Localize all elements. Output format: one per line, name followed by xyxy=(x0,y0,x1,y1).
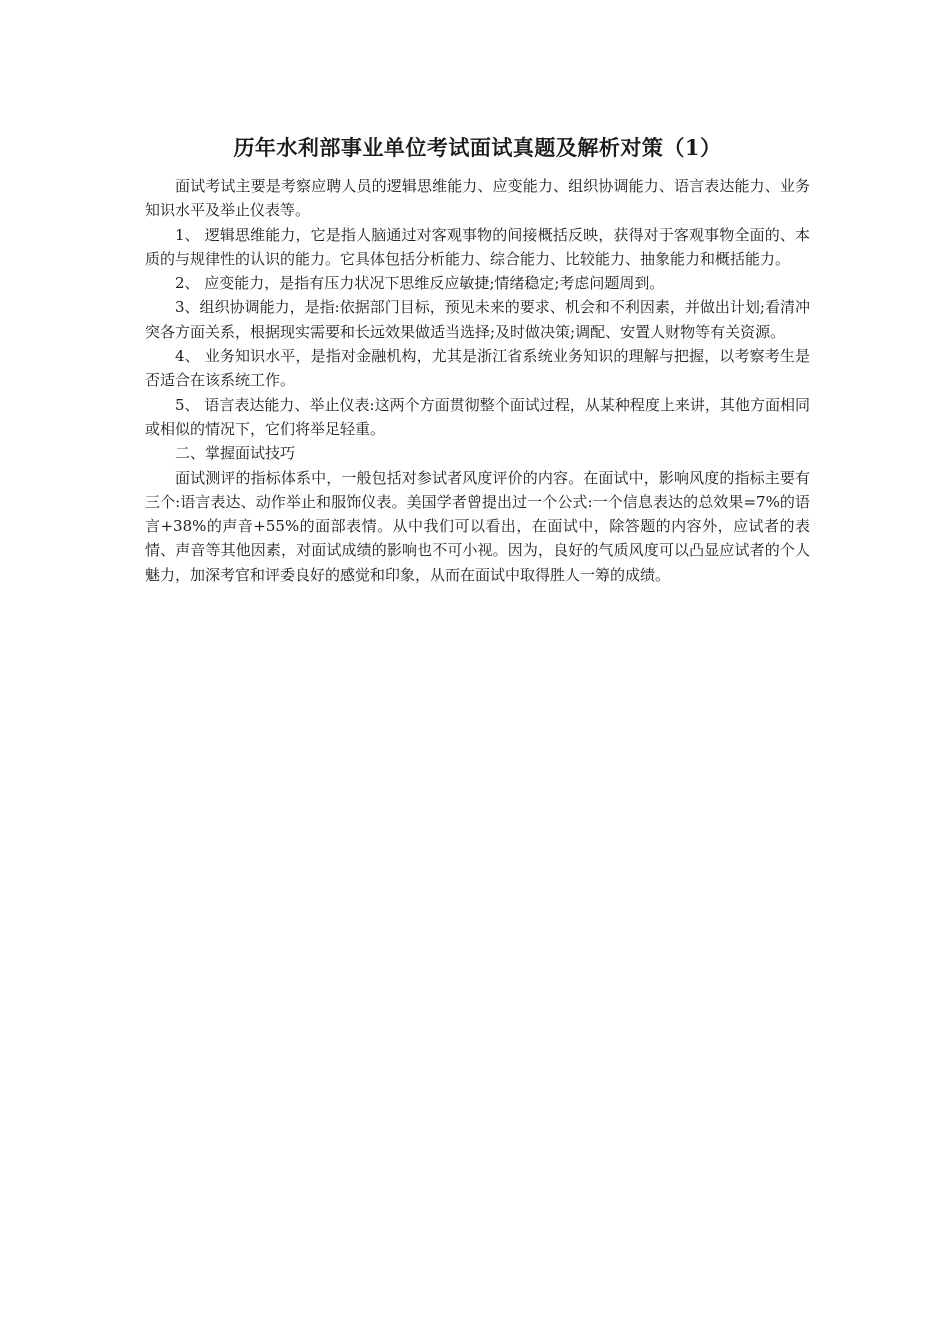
section-heading-interview-skills: 二、掌握面试技巧 xyxy=(175,444,296,463)
paragraph-expression: 5、 语言表达能力、举止仪表:这两个方面贯彻整个面试过程，从某种程度上来讲，其他方面相同或相似的情况下，它们将举足轻重。 xyxy=(145,395,810,438)
paragraph-demeanor: 面试测评的指标体系中，一般包括对参试者风度评价的内容。在面试中，影响风度的指标主要有三个:语言表达、动作举止和服饰仪表。美国学者曾提出过一个公式:一个信息表达的总效果=7%的语言+38%的声音+55%的面部表情。从中我们可以看出，在面试中，除答题的内容外，应试者的表情、声音等其他因素，对面试成绩的影响也不可小视。因为，良好的气质风度可以凸显应试者的个人魅力，加深考官和评委良好的感觉和印象，从而在面试中取得胜人一筹的成绩。 xyxy=(145,468,810,584)
document-title: 历年水利部事业单位考试面试真题及解析对策（1） xyxy=(233,135,722,160)
paragraph-business-knowledge: 4、 业务知识水平，是指对金融机构，尤其是浙江省系统业务知识的理解与把握，以考察考生是否适合在该系统工作。 xyxy=(145,347,810,390)
document-body xyxy=(145,174,810,587)
paragraph-intro: 面试考试主要是考察应聘人员的逻辑思维能力、应变能力、组织协调能力、语言表达能力、业务知识水平及举止仪表等。 xyxy=(145,177,810,220)
paragraph-organization: 3、组织协调能力，是指:依据部门目标，预见未来的要求、机会和不利因素，并做出计划;看清冲突各方面关系，根据现实需要和长远效果做适当选择;及时做决策;调配、安置人财物等有关资源。 xyxy=(145,298,810,341)
paragraph-logic-thinking: 1、 逻辑思维能力，它是指人脑通过对客观事物的间接概括反映，获得对于客观事物全面的、本质的与规律性的认识的能力。它具体包括分析能力、综合能力、比较能力、抽象能力和概括能力。 xyxy=(145,225,810,268)
paragraph-adaptability: 2、 应变能力，是指有压力状况下思维反应敏捷;情绪稳定;考虑问题周到。 xyxy=(175,274,665,293)
